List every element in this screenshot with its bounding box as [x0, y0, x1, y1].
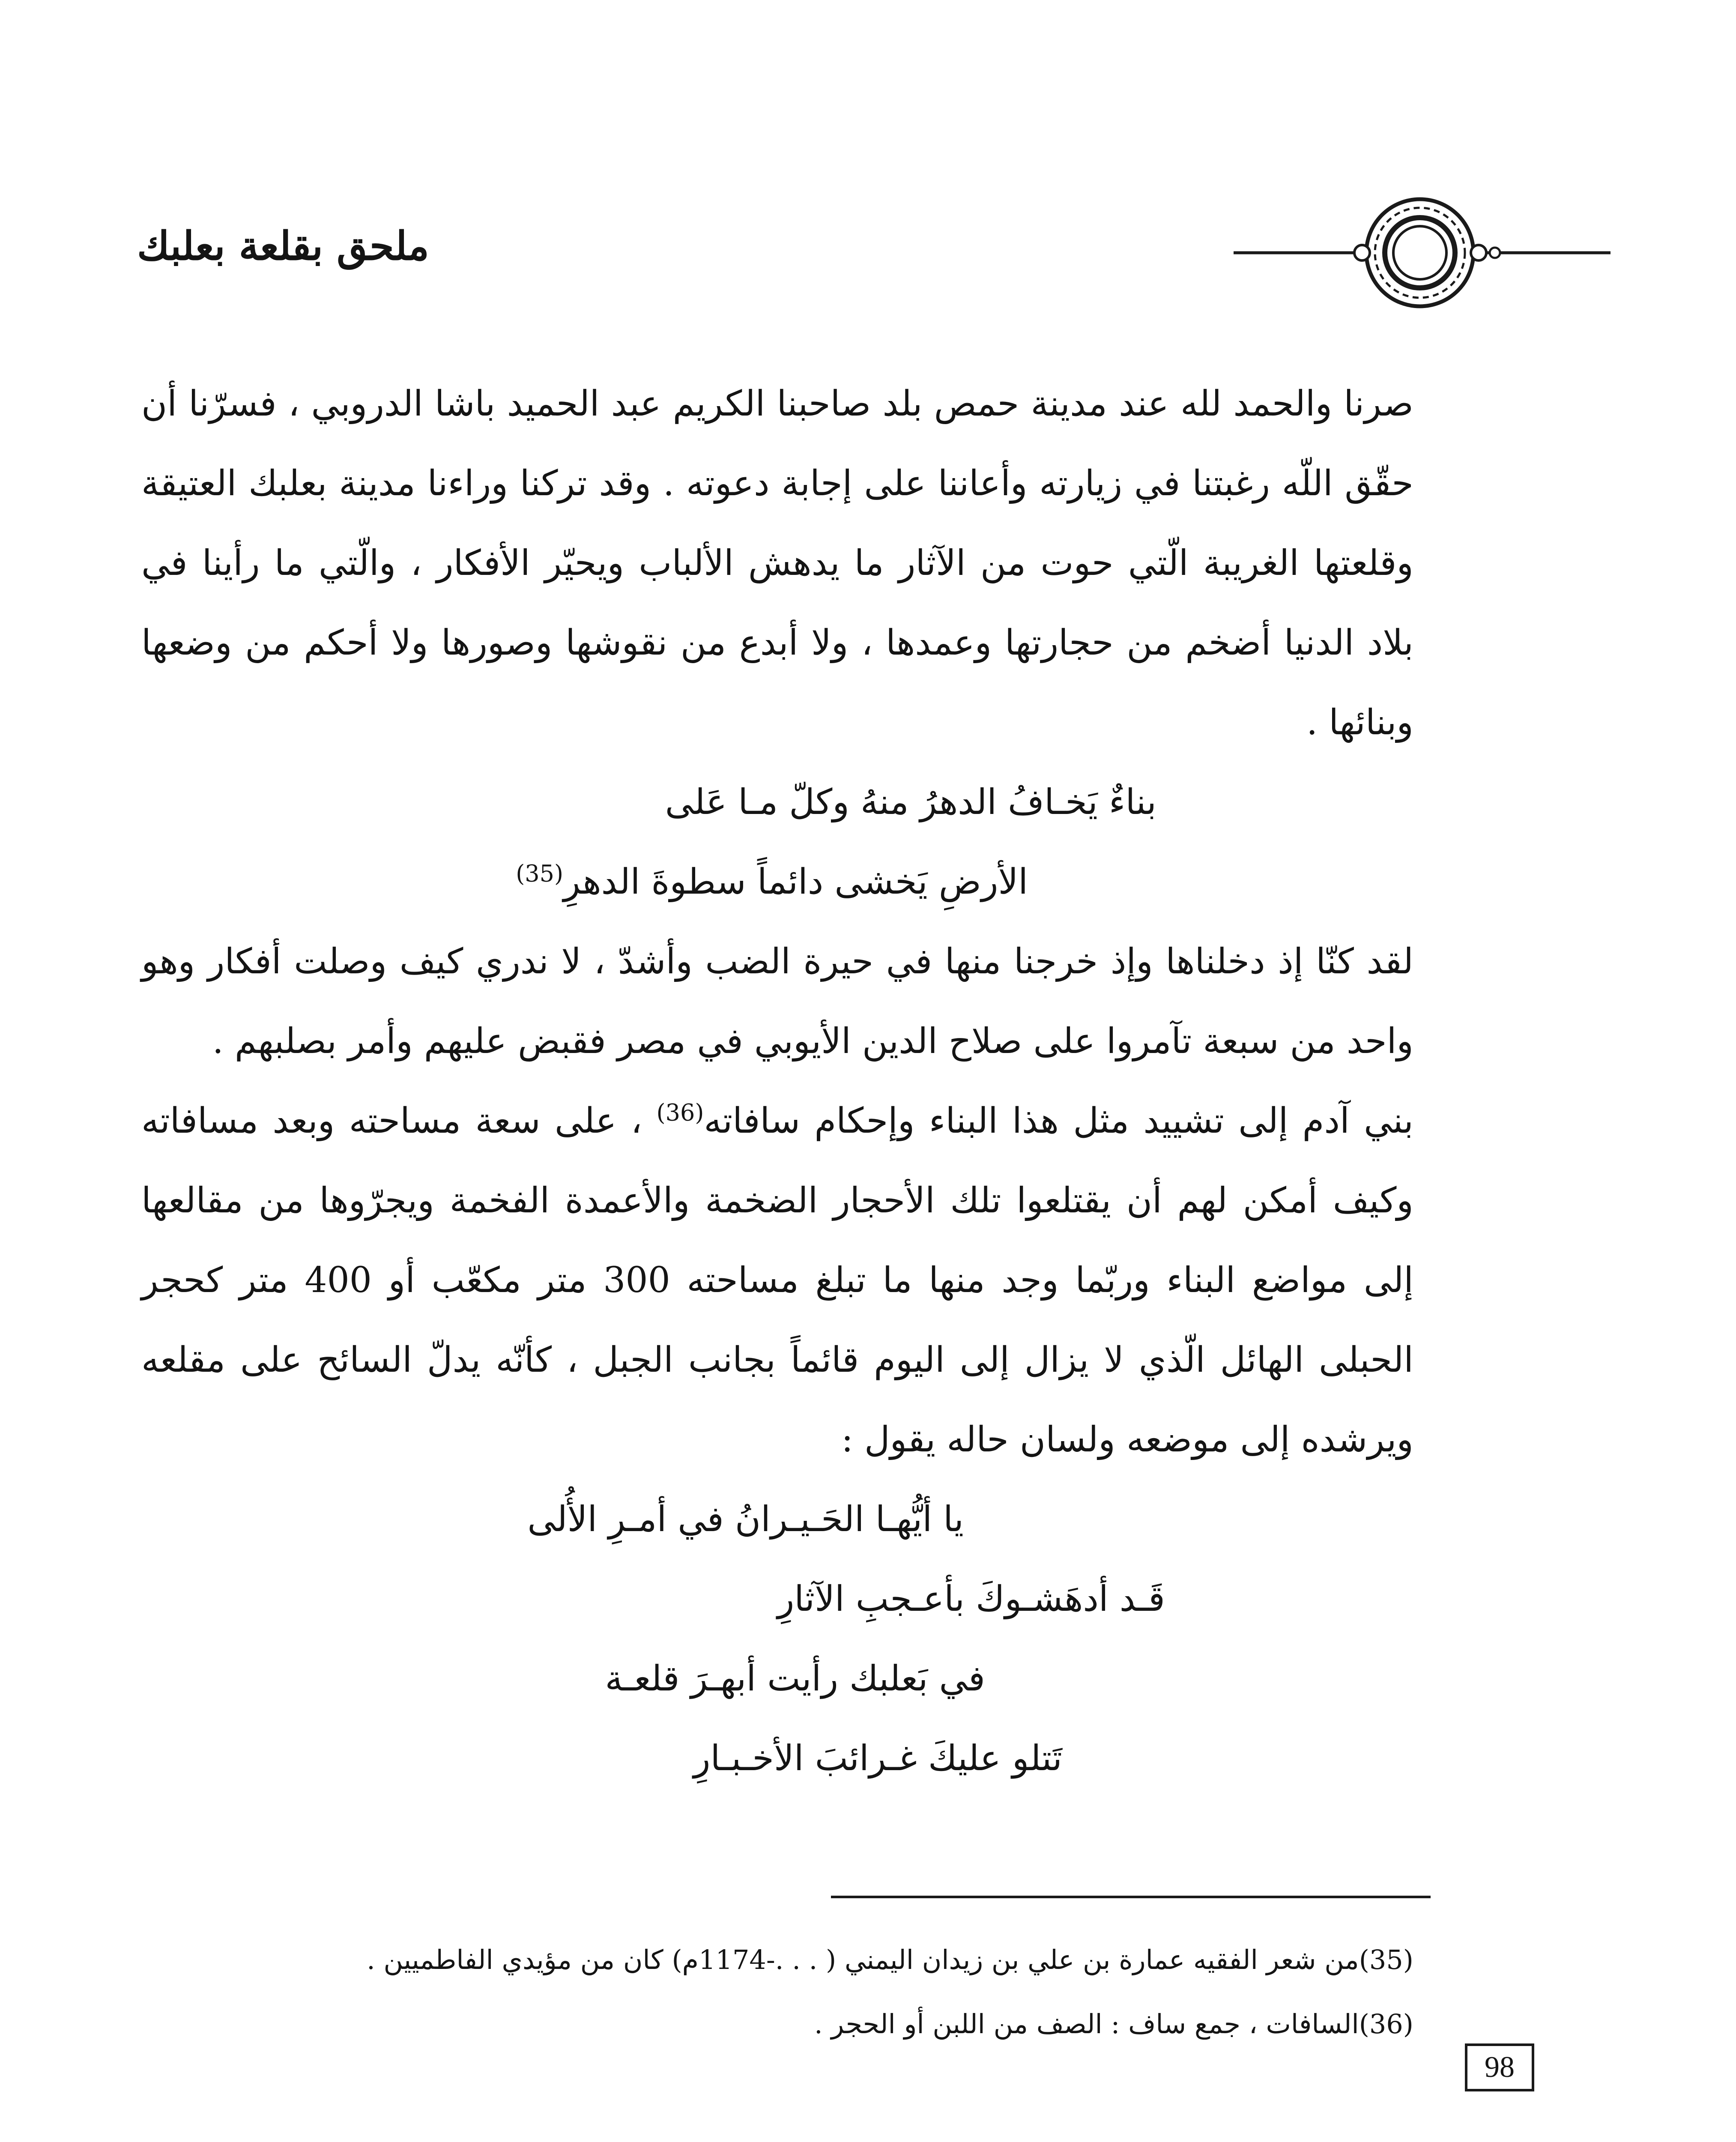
- footnote-separator: [831, 1896, 1431, 1898]
- ornamental-ring-icon: [1234, 188, 1611, 317]
- verse-1-line-2: [141, 842, 1413, 922]
- verse-1-line-1: بناءٌ يَخـافُ الدهرُ منهُ وكلّ مـا عَلى: [665, 782, 1156, 823]
- footnote-ref-35: (35): [516, 860, 564, 887]
- verse-2-line-1: يا أيُّهـا الحَـيـرانُ في أمـرِ الأُلى: [527, 1499, 964, 1540]
- footnote-36: (36)السافات ، جمع ساف : الصف من اللبن أو الحجر .: [814, 2008, 1413, 2040]
- main-text: [141, 364, 1413, 1798]
- page-number: 98: [1465, 2043, 1534, 2091]
- verse-1-line-2-text: الأرضِ يَخشى دائماً سطوةَ الدهرِ: [563, 862, 1028, 902]
- running-header-title: ملحق بقلعة بعلبك: [137, 223, 429, 269]
- paragraph-3-rest: ، على سعة مساحته وبعد مسافاته وكيف أمكن لهم أن يقتلعوا تلك الأحجار الضخمة والأعمدة الفخمة ويجرّوها من مقالعها إلى مواضع البناء وربّما وجد منها ما تبلغ مساحته 300 متر مكعّب أو 400 متر كحجر الحبلى الهائل الّذي لا يزال إلى اليوم قائماً بجانب الجبل ، كأنّه يدلّ السائح على مقلعه ويرشده إلى موضعه ولسان حاله يقول :: [141, 1101, 1414, 1460]
- verse-2-line-2: قَـد أدهَشـوكَ بأعـجبِ الآثارِ: [777, 1579, 1165, 1619]
- paragraph-2: لقد كنّا إذ دخلناها وإذ خرجنا منها في حيرة الضب وأشدّ ، لا ندري كيف وصلت أفكار وهو واحد من سبعة تآمروا على صلاح الدين الأيوبي في مصر فقبض عليهم وأمر بصلبهم .: [141, 941, 1413, 1062]
- footnote-ref-36: (36): [656, 1099, 704, 1126]
- footnote-35: (35)من شعر الفقيه عمارة بن علي بن زيدان اليمني ( . . .-1174م) كان من مؤيدي الفاطميين .: [367, 1944, 1413, 1975]
- paragraph-1: صرنا والحمد لله عند مدينة حمص بلد صاحبنا الكريم عبد الحميد باشا الدروبي ، فسرّنا أن حقّق اللّه رغبتنا في زيارته وأعاننا على إجابة دعوته . وقد تركنا وراءنا مدينة بعلبك العتيقة وقلعتها الغريبة الّتي حوت من الآثار ما يدهش الألباب ويحيّر الأفكار ، والّتي ما رأينا في بلاد الدنيا أضخم من حجارتها وعمدها ، ولا أبدع من نقوشها وصورها ولا أحكم من وضعها وبنائها .: [141, 383, 1413, 743]
- verse-2-line-4: تَتلو عليكَ غـرائبَ الأخـبـارِ: [693, 1738, 1062, 1779]
- verse-2-line-3: في بَعلبك رأيت أبهـرَ قلعـة: [605, 1658, 985, 1699]
- paragraph-3-start: بني آدم إلى تشييد مثل هذا البناء وإحكام سافاته: [704, 1101, 1413, 1141]
- footnotes: [240, 1928, 1413, 2056]
- paragraph-3: [141, 1081, 1413, 1480]
